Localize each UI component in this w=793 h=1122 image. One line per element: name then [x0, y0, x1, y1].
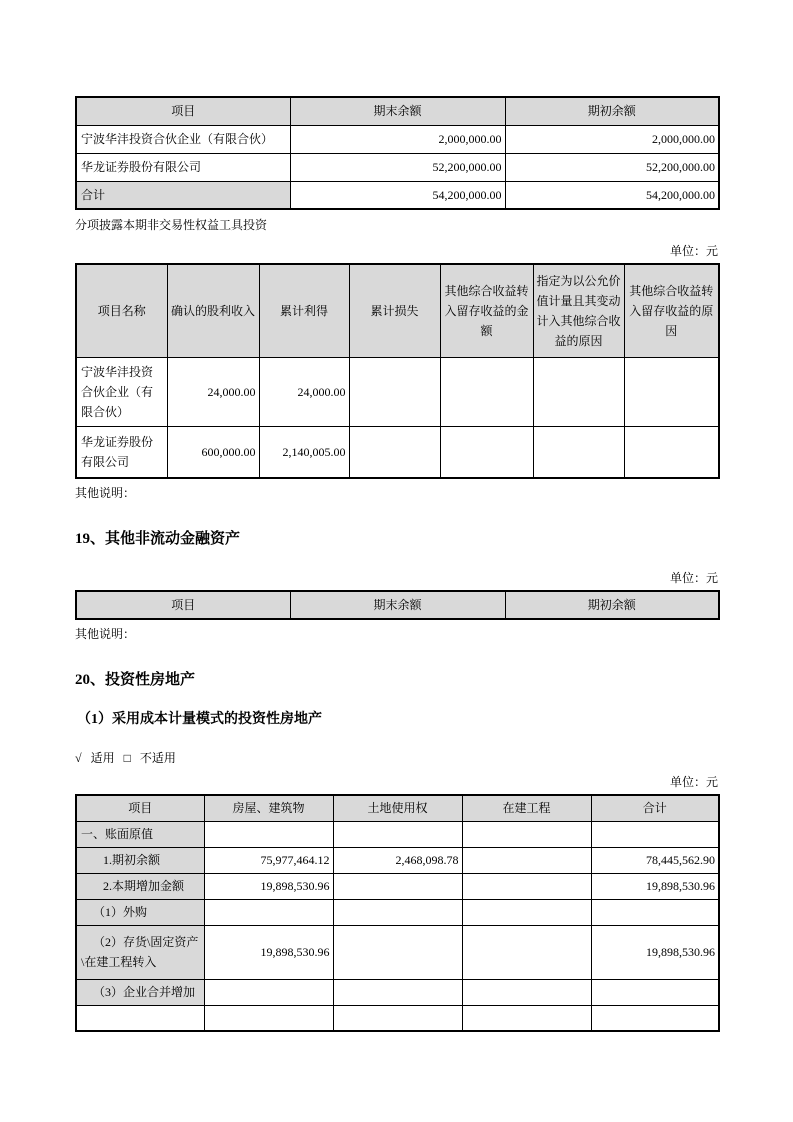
- value-cell: [533, 427, 624, 479]
- column-header: 指定为以公允价值计量且其变动计入其他综合收益的原因: [533, 264, 624, 358]
- value-cell: [591, 979, 719, 1005]
- value-cell: 78,445,562.90: [591, 847, 719, 873]
- value-cell: 19,898,530.96: [591, 925, 719, 979]
- table-row: [76, 873, 719, 899]
- value-cell: [462, 873, 591, 899]
- investment-property-table: [75, 794, 720, 1032]
- column-header: 期初余额: [505, 97, 719, 125]
- value-cell: [333, 821, 462, 847]
- value-cell: [462, 925, 591, 979]
- column-header: 期初余额: [505, 591, 719, 619]
- row-label-cell: （3）企业合并增加: [76, 979, 204, 1005]
- row-label-cell: 宁波华沣投资合伙企业（有限合伙）: [76, 125, 290, 153]
- value-cell: 52,200,000.00: [505, 153, 719, 181]
- table-row: [76, 1005, 719, 1031]
- value-cell: [462, 821, 591, 847]
- checkbox-icon: □: [123, 751, 131, 765]
- value-cell: [462, 979, 591, 1005]
- value-cell: 54,200,000.00: [505, 181, 719, 209]
- column-header: 期末余额: [290, 97, 505, 125]
- row-label-cell: 宁波华沣投资合伙企业（有限合伙）: [76, 358, 167, 427]
- value-cell: 52,200,000.00: [290, 153, 505, 181]
- applicable-line: [75, 749, 718, 767]
- value-cell: [333, 1005, 462, 1031]
- table-header-row: [76, 795, 719, 821]
- equity-balance-table: [75, 96, 720, 210]
- section-20-title: 20、投资性房地产: [75, 672, 196, 688]
- row-label-cell: [76, 1005, 204, 1031]
- value-cell: [440, 427, 533, 479]
- unit-label: 单位：元: [669, 571, 718, 585]
- value-cell: [624, 358, 719, 427]
- value-cell: 2,000,000.00: [290, 125, 505, 153]
- value-cell: 2,000,000.00: [505, 125, 719, 153]
- value-cell: 19,898,530.96: [591, 873, 719, 899]
- value-cell: [462, 899, 591, 925]
- value-cell: 75,977,464.12: [204, 847, 333, 873]
- column-header: 确认的股利收入: [167, 264, 259, 358]
- column-header: 期末余额: [290, 591, 505, 619]
- column-header: 在建工程: [462, 795, 591, 821]
- value-cell: [591, 899, 719, 925]
- value-cell: [204, 821, 333, 847]
- table-header-row: [76, 591, 719, 619]
- value-cell: [349, 358, 440, 427]
- table-header-row: [76, 264, 719, 358]
- value-cell: 2,140,005.00: [259, 427, 349, 479]
- disclosure-note: 分项披露本期非交易性权益工具投资: [75, 218, 268, 232]
- value-cell: [624, 427, 719, 479]
- value-cell: 24,000.00: [259, 358, 349, 427]
- row-label-cell: （1）外购: [76, 899, 204, 925]
- table-row: [76, 125, 719, 153]
- column-header: 项目: [76, 97, 290, 125]
- value-cell: [591, 1005, 719, 1031]
- column-header: 合计: [591, 795, 719, 821]
- row-label-cell: 华龙证券股份有限公司: [76, 153, 290, 181]
- value-cell: [333, 899, 462, 925]
- value-cell: [204, 979, 333, 1005]
- table-row: [76, 925, 719, 979]
- value-cell: 2,468,098.78: [333, 847, 462, 873]
- value-cell: [333, 873, 462, 899]
- row-label-cell: 1.期初余额: [76, 847, 204, 873]
- value-cell: [204, 899, 333, 925]
- column-header: 项目: [76, 795, 204, 821]
- table-header-row: [76, 97, 719, 125]
- value-cell: [462, 847, 591, 873]
- value-cell: 600,000.00: [167, 427, 259, 479]
- other-note-label: 其他说明：: [75, 627, 136, 641]
- column-header: 土地使用权: [333, 795, 462, 821]
- table-row: [76, 427, 719, 479]
- row-label-cell: 一、账面原值: [76, 821, 204, 847]
- row-label-cell: （2）存货\固定资产\在建工程转入: [76, 925, 204, 979]
- other-note-label: 其他说明：: [75, 486, 136, 500]
- table-row: [76, 847, 719, 873]
- column-header: 累计利得: [259, 264, 349, 358]
- value-cell: [349, 427, 440, 479]
- value-cell: [333, 979, 462, 1005]
- unit-label: 单位：元: [669, 775, 718, 789]
- value-cell: [591, 821, 719, 847]
- column-header: 项目名称: [76, 264, 167, 358]
- table-row: [76, 979, 719, 1005]
- section-19-title: 19、其他非流动金融资产: [75, 531, 241, 547]
- row-label-cell: 华龙证券股份有限公司: [76, 427, 167, 479]
- total-label-cell: 合计: [76, 181, 290, 209]
- section-20-subtitle: （1）采用成本计量模式的投资性房地产: [77, 712, 322, 727]
- table-row: [76, 358, 719, 427]
- table-total-row: [76, 181, 719, 209]
- column-header: 累计损失: [349, 264, 440, 358]
- unit-label: 单位：元: [669, 244, 718, 258]
- table-row: [76, 899, 719, 925]
- column-header: 房屋、建筑物: [204, 795, 333, 821]
- value-cell: [440, 358, 533, 427]
- column-header: 项目: [76, 591, 290, 619]
- column-header: 其他综合收益转入留存收益的原因: [624, 264, 719, 358]
- value-cell: 24,000.00: [167, 358, 259, 427]
- value-cell: [462, 1005, 591, 1031]
- row-label-cell: 2.本期增加金额: [76, 873, 204, 899]
- value-cell: [204, 1005, 333, 1031]
- table-row: [76, 153, 719, 181]
- value-cell: [333, 925, 462, 979]
- value-cell: 19,898,530.96: [204, 873, 333, 899]
- non-trading-equity-table: [75, 263, 720, 479]
- column-header: 其他综合收益转入留存收益的金额: [440, 264, 533, 358]
- value-cell: 54,200,000.00: [290, 181, 505, 209]
- table-row: [76, 821, 719, 847]
- value-cell: [533, 358, 624, 427]
- value-cell: 19,898,530.96: [204, 925, 333, 979]
- other-noncurrent-financial-assets-table: [75, 590, 720, 620]
- not-applicable-label: 不适用: [139, 751, 176, 765]
- check-mark-icon: √: [75, 751, 82, 765]
- applicable-label: 适用: [90, 751, 115, 765]
